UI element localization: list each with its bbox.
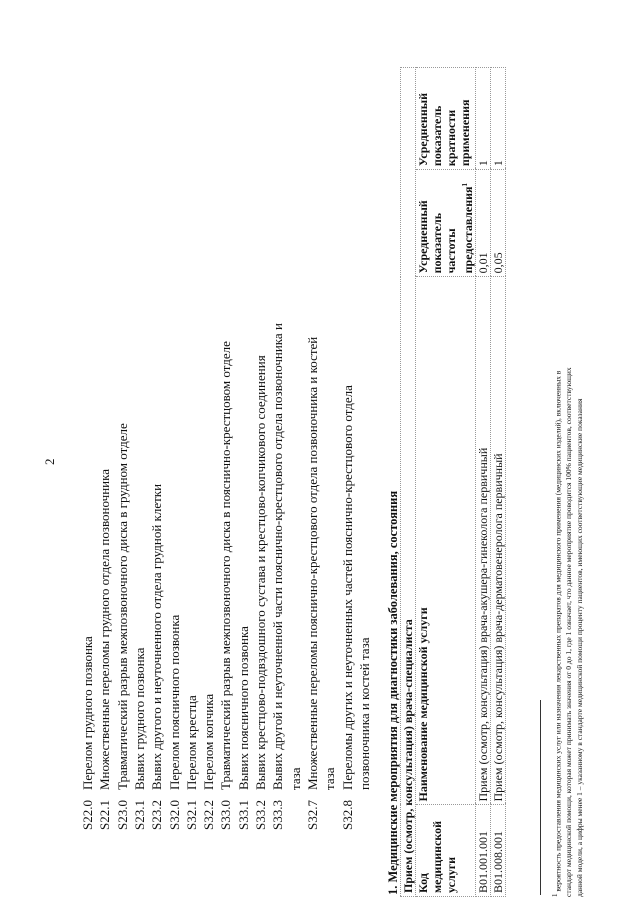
header-frequency: Усредненный показатель частоты предоставления$^1$ xyxy=(416,170,476,277)
diagnosis-name: Травматический разрыв межпозвоночного диска в пояснично-крестцовом отделе xyxy=(218,341,234,790)
row-multiplicity: 1 xyxy=(476,68,491,170)
footnote-marker: 1 xyxy=(551,893,559,897)
diagnosis-code: S32.8 xyxy=(339,800,355,830)
section-title: 1. Медицинские мероприятия для диагностики заболевания, состояния xyxy=(386,490,400,895)
diagnosis-name: Переломы других и неуточненных частей пояснично-крестцового отдела xyxy=(339,385,355,790)
diagnosis-name: таза xyxy=(322,767,338,790)
row-name: Прием (осмотр, консультация) врача-дерматовенеролога первичный xyxy=(491,277,506,805)
footnote-line: вероятность предоставления медицинских услуг или назначения лекарственных препаратов для медицинского применения (медицинских изделий), включенных в xyxy=(553,370,563,892)
row-name: Прием (осмотр, консультация) врача-акушера-гинеколога первичный xyxy=(476,277,491,805)
diagnosis-name: Травматический разрыв межпозвоночного диска в грудном отделе xyxy=(114,423,130,790)
diagnosis-name: Перелом крестца xyxy=(183,695,199,790)
diagnosis-name: Вывих грудного позвонка xyxy=(131,647,147,790)
header-code: Код медицинской услуги xyxy=(416,805,476,897)
table-header-row xyxy=(416,68,476,897)
row-frequency: 0,05 xyxy=(491,170,506,277)
diagnosis-code: S23.1 xyxy=(131,800,147,830)
diagnosis-code: S33.3 xyxy=(270,800,286,830)
diagnosis-name: Вывих другой и неуточненной части пояснично-крестцового отдела позвоночника и xyxy=(270,323,286,790)
diagnosis-name: таза xyxy=(287,767,303,790)
diagnosis-code: S23.0 xyxy=(114,800,130,830)
diagnosis-name: Перелом поясничного позвонка xyxy=(166,614,182,790)
page-number: 2 xyxy=(42,458,57,465)
diagnosis-code: S33.0 xyxy=(218,800,234,830)
diagnosis-name: Множественные переломы грудного отдела позвоночника xyxy=(97,468,113,790)
diagnosis-code: S32.0 xyxy=(166,800,182,830)
table-subheading-row xyxy=(401,68,416,897)
footnote-line: данной модели, а цифры менее 1 – указанному в стандарте медицинской помощи проценту пациентов, имеющих соответствующие медицинские показания xyxy=(574,398,584,897)
diagnosis-code: S23.2 xyxy=(149,800,165,830)
diagnosis-name: Вывих другого и неуточненного отдела грудной клетки xyxy=(149,483,165,790)
diagnosis-code: S32.7 xyxy=(304,800,320,830)
diagnosis-code: S32.2 xyxy=(201,800,217,830)
diagnosis-code: S32.1 xyxy=(183,800,199,830)
header-multiplicity: Усредненный показатель кратности применения xyxy=(416,68,476,170)
row-code: B01.008.001 xyxy=(491,805,506,897)
diagnosis-name: Вывих крестцово-подвздошного сустава и крестцово-копчикового соединения xyxy=(253,355,268,790)
diagnosis-name: Перелом грудного позвонка xyxy=(80,636,95,790)
footnote-separator xyxy=(540,700,541,895)
row-multiplicity: 1 xyxy=(491,68,506,170)
table-row xyxy=(491,68,506,897)
diagnosis-name: Перелом копчика xyxy=(201,693,217,790)
diagnosis-code: S22.0 xyxy=(80,800,95,830)
table-row xyxy=(476,68,491,897)
diagnosis-name: позвоночника и костей таза xyxy=(356,637,372,790)
diagnosis-code: S33.2 xyxy=(253,800,268,830)
diagnosis-name: Вывих поясничного позвонка xyxy=(235,626,251,790)
diagnosis-name: Множественные переломы пояснично-крестцового отдела позвоночника и костей xyxy=(304,336,320,790)
diagnosis-code: S33.1 xyxy=(235,800,251,830)
header-name: Наименование медицинской услуги xyxy=(416,277,476,805)
row-frequency: 0,01 xyxy=(476,170,491,277)
footnote-line: стандарт медицинской помощи, которая может принимать значения от 0 до 1, где 1 означает, что данное мероприятие проводится 100% пациентов, соответствующих xyxy=(564,367,573,897)
row-code: B01.001.001 xyxy=(476,805,491,897)
footnote xyxy=(550,367,585,897)
table-subheading: Прием (осмотр, консультация) врача-специалиста xyxy=(401,68,416,897)
diagnosis-code: S22.1 xyxy=(97,800,113,830)
services-table xyxy=(400,67,506,897)
